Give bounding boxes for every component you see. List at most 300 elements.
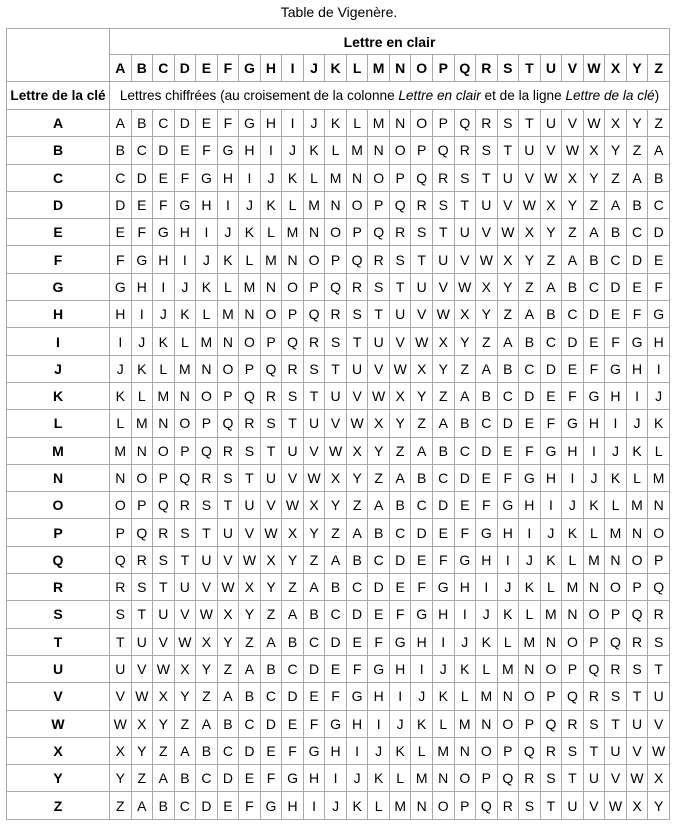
plain-letter-header: C <box>153 55 175 82</box>
cipher-letter-cell: B <box>196 737 218 764</box>
cipher-letter-cell: J <box>626 410 648 437</box>
cipher-letter-cell: W <box>540 164 562 191</box>
cipher-letter-cell: O <box>497 710 519 737</box>
cipher-letter-cell: P <box>497 737 519 764</box>
cipher-letter-cell: T <box>454 191 476 218</box>
cipher-letter-cell: P <box>131 492 153 519</box>
cipher-letter-cell: X <box>368 410 390 437</box>
cipher-letter-cell: C <box>368 546 390 573</box>
cipher-letter-cell: C <box>626 219 648 246</box>
desc-em-plain: Lettre en clair <box>398 88 481 103</box>
cipher-letter-cell: B <box>217 710 239 737</box>
cipher-letter-cell: N <box>260 273 282 300</box>
description-row <box>7 82 670 110</box>
cipher-letter-cell: A <box>196 710 218 737</box>
cipher-letter-cell: D <box>239 737 261 764</box>
cipher-letter-cell: X <box>476 273 498 300</box>
cipher-letter-cell: U <box>389 301 411 328</box>
cipher-letter-cell: S <box>153 546 175 573</box>
cipher-letter-cell: R <box>411 191 433 218</box>
cipher-letter-cell: W <box>239 546 261 573</box>
cipher-letter-cell: E <box>583 328 605 355</box>
cipher-letter-cell: S <box>540 765 562 792</box>
cipher-letter-cell: D <box>131 164 153 191</box>
cipher-letter-cell: F <box>282 737 304 764</box>
cipher-letter-cell: C <box>196 765 218 792</box>
cipher-letter-cell: F <box>389 601 411 628</box>
cipher-letter-cell: O <box>110 492 132 519</box>
cipher-letter-cell: F <box>432 546 454 573</box>
key-letter-cell: U <box>7 655 110 682</box>
cipher-letter-cell: X <box>648 765 670 792</box>
cipher-letter-cell: P <box>476 765 498 792</box>
table-row <box>7 219 670 246</box>
cipher-letter-cell: X <box>260 546 282 573</box>
cipher-letter-cell: I <box>346 737 368 764</box>
cipher-letter-cell: U <box>411 273 433 300</box>
cipher-letter-cell: W <box>519 191 541 218</box>
cipher-letter-cell: X <box>153 683 175 710</box>
cipher-letter-cell: A <box>626 164 648 191</box>
cipher-letter-cell: G <box>196 164 218 191</box>
cipher-letter-cell: Q <box>325 273 347 300</box>
cipher-letter-cell: K <box>325 110 347 137</box>
cipher-letter-cell: Z <box>605 164 627 191</box>
cipher-letter-cell: U <box>260 464 282 491</box>
cipher-letter-cell: K <box>540 546 562 573</box>
cipher-letter-cell: S <box>303 355 325 382</box>
cipher-letter-cell: V <box>110 683 132 710</box>
cipher-letter-cell: S <box>325 328 347 355</box>
cipher-letter-cell: H <box>562 437 584 464</box>
cipher-letter-cell: Z <box>153 737 175 764</box>
cipher-letter-cell: S <box>260 410 282 437</box>
cipher-letter-cell: N <box>174 382 196 409</box>
cipher-letter-cell: X <box>497 246 519 273</box>
cipher-letter-cell: C <box>519 355 541 382</box>
cipher-letter-cell: N <box>411 792 433 819</box>
cipher-letter-cell: T <box>346 328 368 355</box>
cipher-letter-cell: X <box>174 655 196 682</box>
cipher-letter-cell: W <box>368 382 390 409</box>
cipher-letter-cell: M <box>389 792 411 819</box>
cipher-letter-cell: A <box>540 273 562 300</box>
cipher-letter-cell: X <box>540 191 562 218</box>
cipher-letter-cell: B <box>239 683 261 710</box>
cipher-letter-cell: A <box>153 765 175 792</box>
cipher-letter-cell: T <box>110 628 132 655</box>
cipher-letter-cell: P <box>153 464 175 491</box>
cipher-letter-cell: U <box>217 519 239 546</box>
cipher-letter-cell: L <box>131 382 153 409</box>
cipher-letter-cell: Z <box>325 519 347 546</box>
key-letter-cell: R <box>7 574 110 601</box>
cipher-letter-cell: M <box>562 574 584 601</box>
key-letter-cell: T <box>7 628 110 655</box>
cipher-letter-cell: Y <box>540 219 562 246</box>
cipher-letter-cell: T <box>153 574 175 601</box>
plain-letter-header: R <box>476 55 498 82</box>
key-letter-cell: S <box>7 601 110 628</box>
cipher-letter-cell: U <box>626 710 648 737</box>
cipher-letter-cell: V <box>368 355 390 382</box>
cipher-letter-cell: Y <box>282 546 304 573</box>
cipher-letter-cell: I <box>540 492 562 519</box>
cipher-letter-cell: K <box>368 765 390 792</box>
cipher-letter-cell: I <box>432 628 454 655</box>
cipher-letter-cell: A <box>519 301 541 328</box>
table-row <box>7 410 670 437</box>
cipher-letter-cell: C <box>583 273 605 300</box>
cipher-letter-cell: P <box>110 519 132 546</box>
cipher-letter-cell: D <box>217 765 239 792</box>
cipher-letter-cell: K <box>260 191 282 218</box>
cipher-letter-cell: O <box>303 246 325 273</box>
desc-prefix: Lettres chiffrées (au croisement de la colonne <box>119 88 399 103</box>
cipher-letter-cell: I <box>389 683 411 710</box>
key-letter-cell: B <box>7 137 110 164</box>
cipher-letter-cell: Y <box>454 328 476 355</box>
cipher-letter-cell: D <box>605 273 627 300</box>
key-letter-cell: M <box>7 437 110 464</box>
table-row <box>7 737 670 764</box>
plain-letter-header: I <box>282 55 304 82</box>
cipher-letter-cell: F <box>196 137 218 164</box>
cipher-letter-cell: N <box>648 492 670 519</box>
cipher-letter-cell: U <box>303 410 325 437</box>
cipher-letter-cell: D <box>389 546 411 573</box>
cipher-letter-cell: V <box>174 601 196 628</box>
cipher-letter-cell: O <box>432 792 454 819</box>
table-row <box>7 191 670 218</box>
cipher-letter-cell: A <box>368 492 390 519</box>
cipher-letter-cell: F <box>110 246 132 273</box>
cipher-letter-cell: R <box>217 437 239 464</box>
cipher-letter-cell: N <box>519 655 541 682</box>
cipher-letter-cell: E <box>605 301 627 328</box>
cipher-letter-cell: K <box>497 601 519 628</box>
cipher-letter-cell: Q <box>196 437 218 464</box>
cipher-letter-cell: S <box>217 464 239 491</box>
cipher-letter-cell: O <box>174 410 196 437</box>
cipher-letter-cell: V <box>196 574 218 601</box>
cipher-letter-cell: R <box>282 355 304 382</box>
cipher-letter-cell: P <box>325 246 347 273</box>
cipher-letter-cell: F <box>454 519 476 546</box>
cipher-letter-cell: U <box>153 601 175 628</box>
cipher-letter-cell: B <box>368 519 390 546</box>
cipher-letter-cell: R <box>562 710 584 737</box>
cipher-letter-cell: W <box>260 519 282 546</box>
cipher-letter-cell: H <box>432 601 454 628</box>
cipher-letter-cell: V <box>217 546 239 573</box>
cipher-letter-cell: M <box>432 737 454 764</box>
cipher-letter-cell: F <box>346 655 368 682</box>
cipher-letter-cell: A <box>411 437 433 464</box>
cipher-letter-cell: W <box>303 464 325 491</box>
cipher-letter-cell: Y <box>389 410 411 437</box>
cipher-letter-cell: S <box>605 683 627 710</box>
cipher-letter-cell: S <box>131 574 153 601</box>
cipher-letter-cell: C <box>325 601 347 628</box>
cipher-letter-cell: T <box>540 792 562 819</box>
cipher-letter-cell: Q <box>648 574 670 601</box>
cipher-letter-cell: I <box>583 437 605 464</box>
cipher-letter-cell: P <box>648 546 670 573</box>
table-row <box>7 382 670 409</box>
cipher-letter-cell: D <box>583 301 605 328</box>
cipher-letter-cell: W <box>605 792 627 819</box>
key-letter-cell: O <box>7 492 110 519</box>
cipher-letter-cell: Q <box>432 137 454 164</box>
cipher-letter-cell: B <box>540 301 562 328</box>
cipher-letter-cell: T <box>131 601 153 628</box>
cipher-letter-cell: L <box>282 191 304 218</box>
cipher-letter-cell: H <box>540 464 562 491</box>
cipher-letter-cell: V <box>605 765 627 792</box>
cipher-letter-cell: M <box>648 464 670 491</box>
cipher-letter-cell: G <box>411 601 433 628</box>
cipher-letter-cell: J <box>196 246 218 273</box>
cipher-letter-cell: M <box>368 110 390 137</box>
table-row <box>7 492 670 519</box>
cipher-letter-cell: X <box>303 492 325 519</box>
cipher-letter-cell: M <box>303 191 325 218</box>
cipher-letter-cell: Z <box>432 382 454 409</box>
cipher-letter-cell: B <box>174 765 196 792</box>
cipher-letter-cell: F <box>476 492 498 519</box>
cipher-letter-cell: S <box>196 492 218 519</box>
cipher-letter-cell: T <box>411 246 433 273</box>
table-row <box>7 301 670 328</box>
cipher-letter-cell: E <box>196 110 218 137</box>
cipher-letter-cell: Q <box>497 765 519 792</box>
cipher-letter-cell: J <box>282 137 304 164</box>
cipher-letter-cell: F <box>217 110 239 137</box>
cipher-letter-cell: W <box>583 110 605 137</box>
cipher-letter-cell: K <box>131 355 153 382</box>
cipher-letter-cell: L <box>605 492 627 519</box>
plain-letter-header: P <box>432 55 454 82</box>
cipher-letter-cell: W <box>325 437 347 464</box>
cipher-letter-cell: S <box>562 737 584 764</box>
cipher-letter-cell: Y <box>131 737 153 764</box>
key-letter-cell: P <box>7 519 110 546</box>
cipher-letter-cell: E <box>368 601 390 628</box>
cipher-letter-cell: K <box>583 492 605 519</box>
plain-letter-header: G <box>239 55 261 82</box>
cipher-letter-cell: I <box>217 191 239 218</box>
cipher-letter-cell: C <box>540 328 562 355</box>
cipher-letter-cell: H <box>131 273 153 300</box>
table-row <box>7 683 670 710</box>
cipher-letter-cell: G <box>626 328 648 355</box>
cipher-letter-cell: D <box>540 355 562 382</box>
cipher-letter-cell: J <box>583 464 605 491</box>
cipher-letter-cell: D <box>454 464 476 491</box>
cipher-letter-cell: L <box>239 246 261 273</box>
cipher-letter-cell: V <box>260 492 282 519</box>
cipher-letter-cell: M <box>217 301 239 328</box>
cipher-letter-cell: I <box>454 601 476 628</box>
cipher-letter-cell: G <box>562 410 584 437</box>
cipher-letter-cell: N <box>497 683 519 710</box>
table-row <box>7 246 670 273</box>
cipher-letter-cell: T <box>605 710 627 737</box>
plain-letter-title: Lettre en clair <box>110 29 670 55</box>
cipher-letter-cell: K <box>432 683 454 710</box>
cipher-letter-cell: Z <box>476 328 498 355</box>
cipher-letter-cell: E <box>540 382 562 409</box>
cipher-letter-cell: N <box>110 464 132 491</box>
cipher-letter-cell: L <box>519 601 541 628</box>
cipher-letter-cell: O <box>131 464 153 491</box>
cipher-letter-cell: N <box>583 574 605 601</box>
cipher-letter-cell: L <box>476 655 498 682</box>
plain-letter-header: M <box>368 55 390 82</box>
cipher-letter-cell: Y <box>583 164 605 191</box>
cipher-description <box>110 82 670 110</box>
key-letter-label: Lettre de la clé <box>7 82 110 110</box>
cipher-letter-cell: P <box>562 655 584 682</box>
cipher-letter-cell: K <box>411 710 433 737</box>
cipher-letter-cell: Y <box>497 273 519 300</box>
cipher-letter-cell: F <box>519 437 541 464</box>
plain-letter-header: T <box>519 55 541 82</box>
cipher-letter-cell: A <box>389 464 411 491</box>
cipher-letter-cell: E <box>389 574 411 601</box>
cipher-letter-cell: U <box>562 792 584 819</box>
cipher-letter-cell: F <box>153 191 175 218</box>
cipher-letter-cell: I <box>497 546 519 573</box>
cipher-letter-cell: E <box>432 519 454 546</box>
cipher-letter-cell: G <box>583 382 605 409</box>
cipher-letter-cell: B <box>303 601 325 628</box>
cipher-letter-cell: O <box>153 437 175 464</box>
cipher-letter-cell: L <box>110 410 132 437</box>
cipher-letter-cell: K <box>648 410 670 437</box>
cipher-letter-cell: A <box>174 737 196 764</box>
cipher-letter-cell: D <box>562 328 584 355</box>
cipher-letter-cell: X <box>583 137 605 164</box>
cipher-letter-cell: I <box>153 273 175 300</box>
cipher-letter-cell: H <box>605 382 627 409</box>
cipher-letter-cell: L <box>174 328 196 355</box>
cipher-letter-cell: P <box>432 110 454 137</box>
cipher-letter-cell: L <box>346 110 368 137</box>
cipher-letter-cell: C <box>131 137 153 164</box>
key-letter-cell: Z <box>7 792 110 819</box>
cipher-letter-cell: J <box>562 492 584 519</box>
cipher-letter-cell: L <box>260 219 282 246</box>
cipher-letter-cell: A <box>239 655 261 682</box>
cipher-letter-cell: T <box>497 137 519 164</box>
cipher-letter-cell: M <box>519 628 541 655</box>
cipher-letter-cell: T <box>174 546 196 573</box>
cipher-letter-cell: G <box>153 219 175 246</box>
cipher-letter-cell: N <box>282 246 304 273</box>
cipher-letter-cell: F <box>260 765 282 792</box>
cipher-letter-cell: X <box>325 464 347 491</box>
cipher-letter-cell: S <box>476 137 498 164</box>
cipher-letter-cell: W <box>432 301 454 328</box>
cipher-letter-cell: A <box>562 246 584 273</box>
cipher-letter-cell: U <box>282 437 304 464</box>
cipher-letter-cell: B <box>454 410 476 437</box>
cipher-letter-cell: G <box>110 273 132 300</box>
cipher-letter-cell: G <box>174 191 196 218</box>
cipher-letter-cell: H <box>325 737 347 764</box>
cipher-letter-cell: Q <box>626 601 648 628</box>
cipher-letter-cell: J <box>648 382 670 409</box>
cipher-letter-cell: S <box>583 710 605 737</box>
cipher-letter-cell: E <box>411 546 433 573</box>
cipher-letter-cell: V <box>583 792 605 819</box>
cipher-letter-cell: J <box>389 710 411 737</box>
cipher-letter-cell: I <box>325 765 347 792</box>
cipher-letter-cell: O <box>540 655 562 682</box>
cipher-letter-cell: Q <box>217 410 239 437</box>
cipher-letter-cell: V <box>389 328 411 355</box>
cipher-letter-cell: E <box>282 710 304 737</box>
cipher-letter-cell: I <box>519 519 541 546</box>
plain-letter-header: L <box>346 55 368 82</box>
cipher-letter-cell: N <box>562 601 584 628</box>
table-row <box>7 164 670 191</box>
cipher-letter-cell: Z <box>497 301 519 328</box>
cipher-letter-cell: V <box>454 246 476 273</box>
cipher-letter-cell: X <box>217 601 239 628</box>
cipher-letter-cell: C <box>217 737 239 764</box>
cipher-letter-cell: R <box>454 137 476 164</box>
cipher-letter-cell: P <box>239 355 261 382</box>
cipher-letter-cell: O <box>411 110 433 137</box>
cipher-letter-cell: D <box>411 519 433 546</box>
cipher-letter-cell: N <box>196 355 218 382</box>
cipher-letter-cell: T <box>260 437 282 464</box>
cipher-letter-cell: G <box>648 301 670 328</box>
cipher-letter-cell: I <box>476 574 498 601</box>
cipher-letter-cell: M <box>540 601 562 628</box>
cipher-letter-cell: J <box>239 191 261 218</box>
cipher-letter-cell: H <box>303 765 325 792</box>
cipher-letter-cell: I <box>239 164 261 191</box>
cipher-letter-cell: U <box>346 355 368 382</box>
cipher-letter-cell: E <box>519 410 541 437</box>
cipher-letter-cell: L <box>368 792 390 819</box>
cipher-letter-cell: Y <box>411 382 433 409</box>
cipher-letter-cell: G <box>432 574 454 601</box>
cipher-letter-cell: M <box>196 328 218 355</box>
cipher-letter-cell: M <box>346 137 368 164</box>
cipher-letter-cell: Y <box>626 110 648 137</box>
cipher-letter-cell: I <box>605 410 627 437</box>
cipher-letter-cell: G <box>368 655 390 682</box>
cipher-letter-cell: Q <box>540 710 562 737</box>
cipher-letter-cell: N <box>368 137 390 164</box>
cipher-letter-cell: F <box>325 683 347 710</box>
cipher-letter-cell: I <box>131 301 153 328</box>
desc-em-key: Lettre de la clé <box>565 88 655 103</box>
cipher-letter-cell: B <box>325 574 347 601</box>
cipher-letter-cell: C <box>239 710 261 737</box>
table-row <box>7 437 670 464</box>
cipher-letter-cell: K <box>239 219 261 246</box>
cipher-letter-cell: H <box>217 164 239 191</box>
cipher-letter-cell: L <box>217 273 239 300</box>
cipher-letter-cell: J <box>605 437 627 464</box>
cipher-letter-cell: V <box>239 519 261 546</box>
